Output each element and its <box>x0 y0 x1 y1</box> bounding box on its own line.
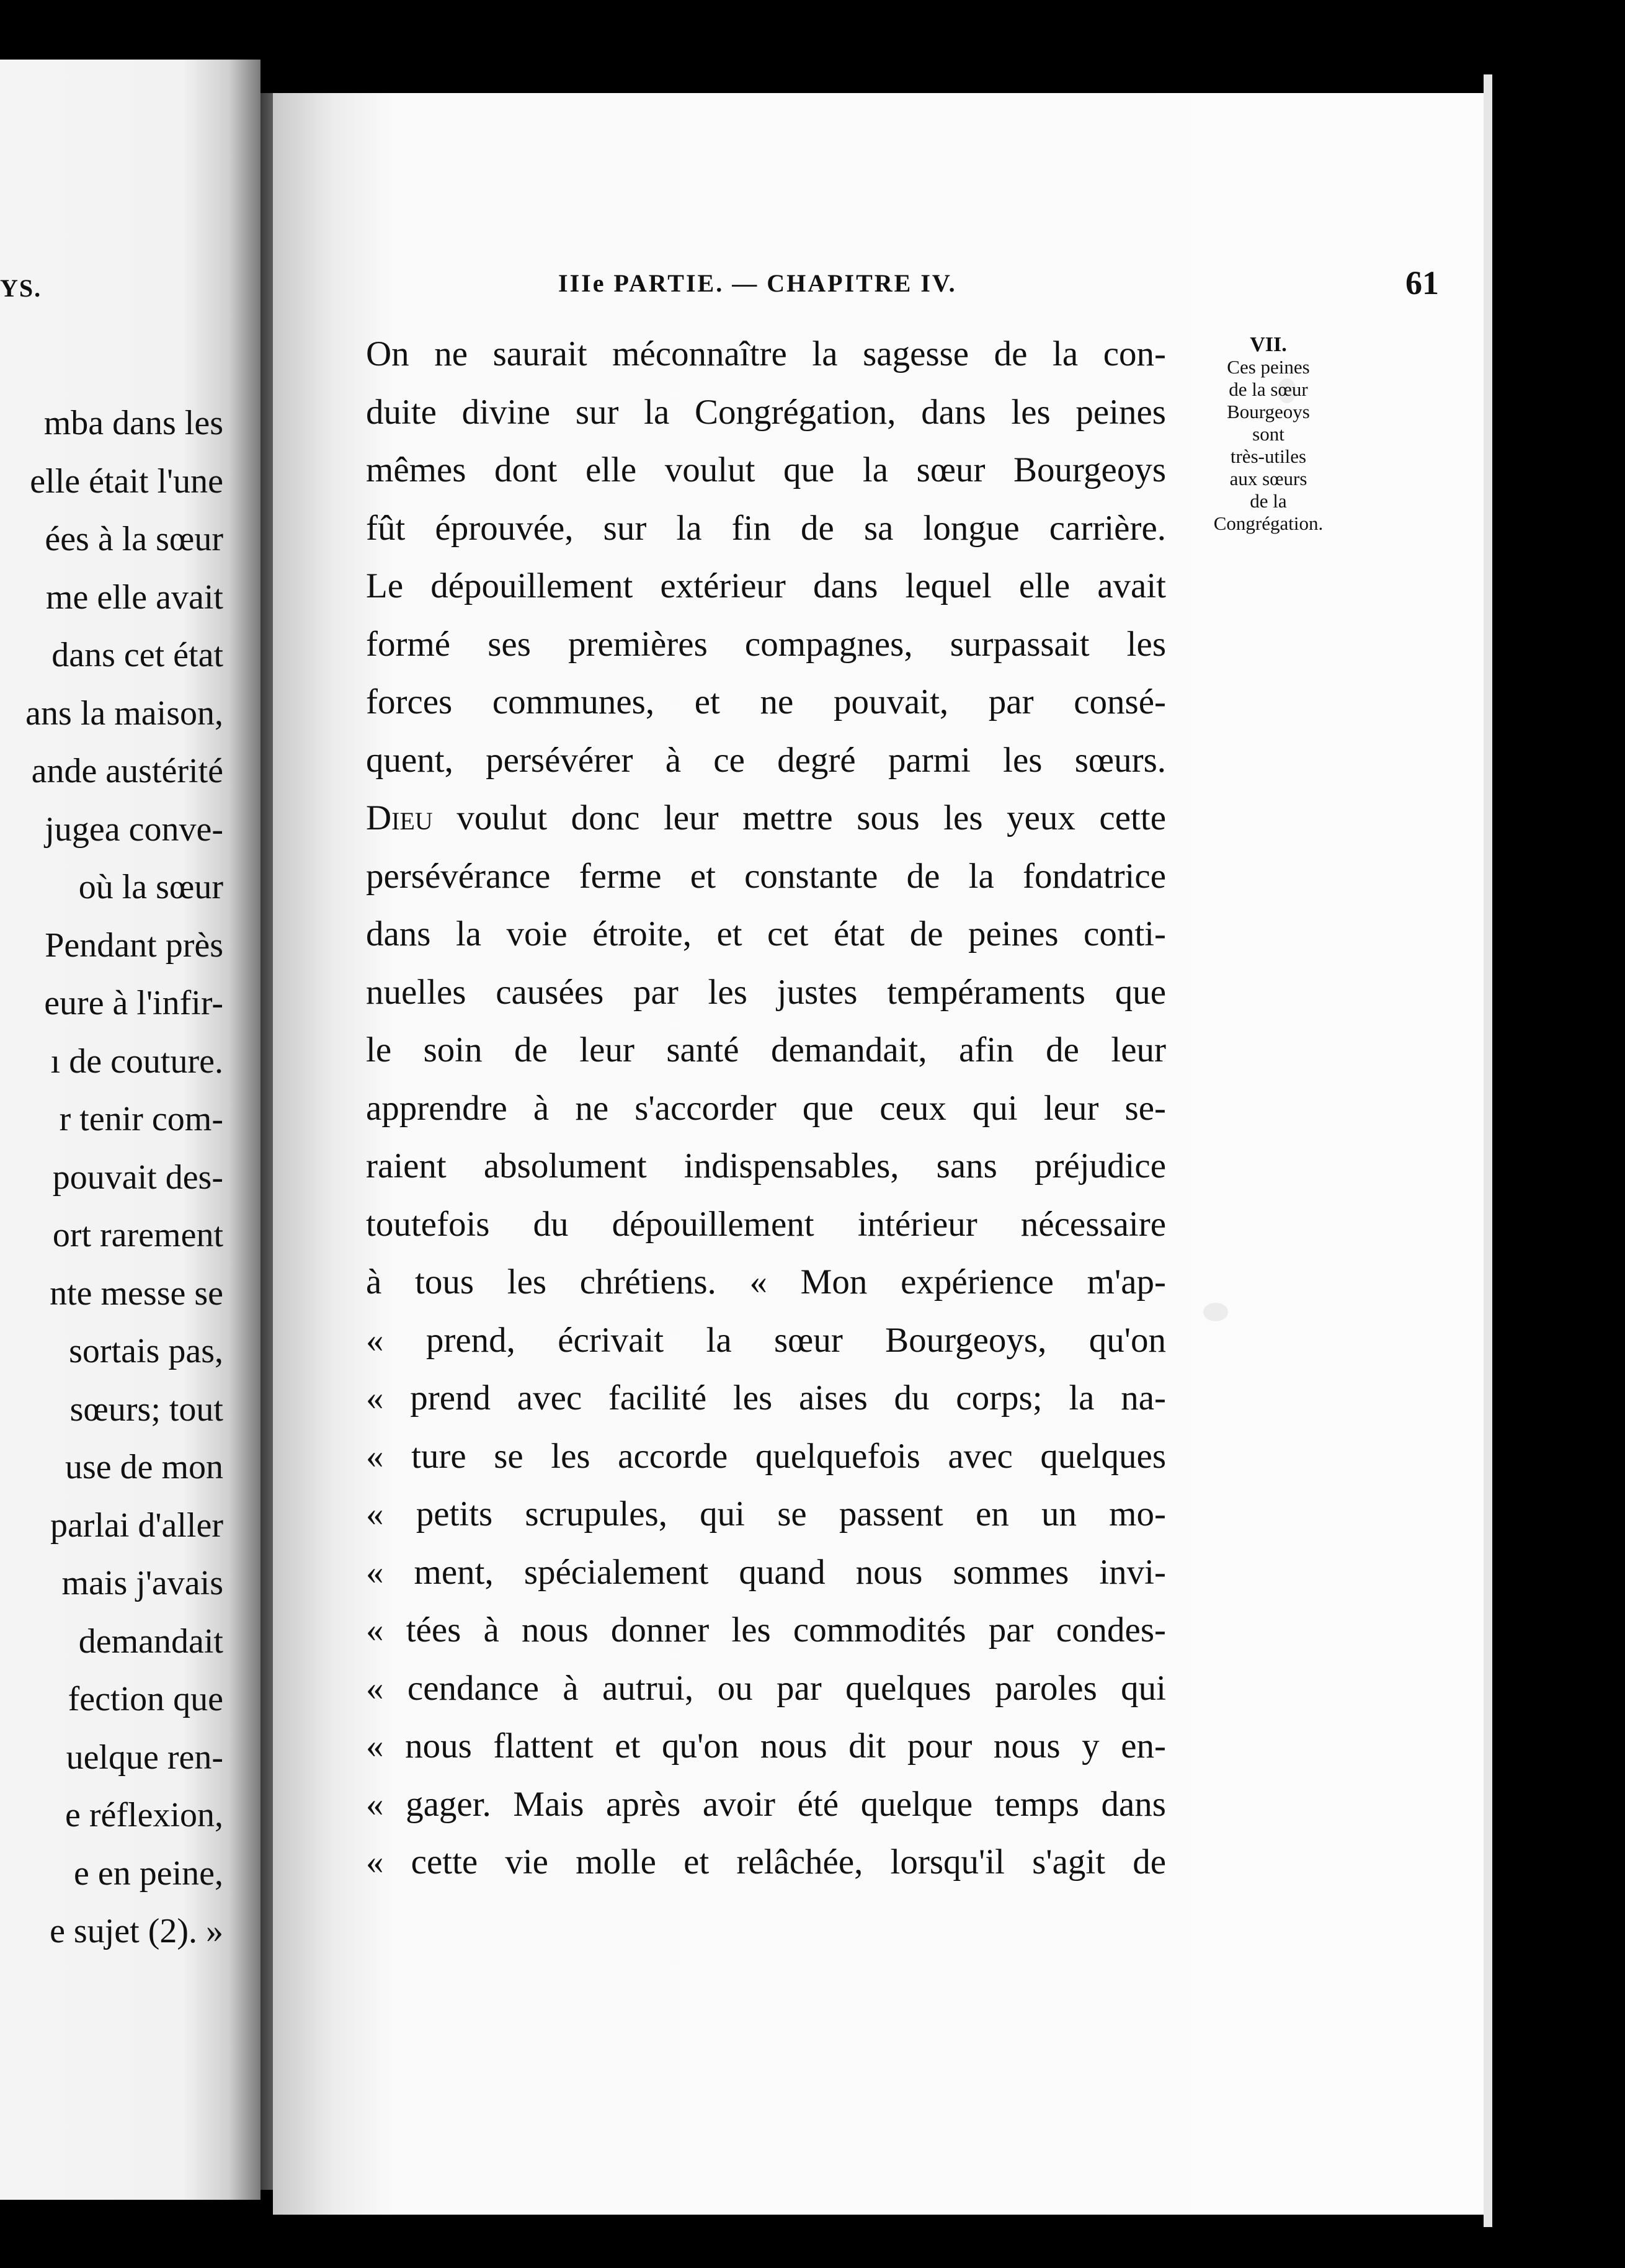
running-title: IIIe PARTIE. — CHAPITRE IV. <box>558 269 957 297</box>
text-line: forces communes, et ne pouvait, par consé- <box>366 682 1166 721</box>
text-line: « cette vie molle et relâchée, lorsqu'il s'agit de <box>366 1842 1166 1882</box>
text-line: r tenir com- <box>59 1100 223 1138</box>
margin-note-line: Bourgeoys <box>1227 401 1310 422</box>
text-line: ées à la sœur <box>45 520 223 558</box>
text-line: ort rarement <box>52 1216 223 1254</box>
text-line: e en peine, <box>74 1854 223 1893</box>
text-line: persévérance ferme et constante de la fondatrice <box>366 856 1166 896</box>
text-line: mais j'avais <box>61 1564 223 1602</box>
text-line: Le dépouillement extérieur dans lequel elle avait <box>366 566 1166 605</box>
text-line: ande austérité <box>31 752 223 790</box>
running-head <box>558 264 1439 306</box>
page-number: 61 <box>1405 264 1439 301</box>
body-text <box>366 325 1166 1891</box>
left-page-header: YS. <box>0 274 42 302</box>
text-line: toutefois du dépouillement intérieur nécessaire <box>366 1204 1166 1244</box>
text-line: eure à l'infir- <box>44 984 223 1022</box>
text-line: « gager. Mais après avoir été quelque temps dans <box>366 1784 1166 1824</box>
text-line: fût éprouvée, sur la fin de sa longue carrière. <box>366 508 1166 548</box>
text-line: formé ses premières compagnes, surpassait les <box>366 624 1166 664</box>
text-line: fection que <box>68 1680 223 1718</box>
text-line: raient absolument indispensables, sans préjudice <box>366 1146 1166 1185</box>
text-line: « nous flattent et qu'on nous dit pour nous y en- <box>366 1726 1166 1766</box>
text-line: e réflexion, <box>65 1796 223 1834</box>
text-line: « ture se les accorde quelquefois avec quelques <box>366 1436 1166 1476</box>
margin-note-line: aux sœurs <box>1229 468 1307 489</box>
text-line: « tées à nous donner les commodités par condes- <box>366 1610 1166 1650</box>
text-line: dans cet état <box>51 636 223 674</box>
text-line: mba dans les <box>43 404 223 442</box>
paper-stain <box>1203 1303 1228 1321</box>
text-line: me elle avait <box>45 578 223 617</box>
text-line: sortais pas, <box>69 1332 223 1370</box>
text-line: Pendant près <box>45 926 223 965</box>
text-line: nuelles causées par les justes tempéraments que <box>366 972 1166 1012</box>
text-line: On ne saurait méconnaître la sagesse de la con- <box>366 334 1166 373</box>
margin-note-lines <box>1157 356 1380 535</box>
text-line: ans la maison, <box>25 694 223 733</box>
text-line: dans la voie étroite, et cet état de peines conti- <box>366 914 1166 953</box>
text-line: « prend avec facilité les aises du corps; la na- <box>366 1378 1166 1418</box>
margin-note-line: de la <box>1250 490 1287 512</box>
text-line: le soin de leur santé demandait, afin de leur <box>366 1030 1166 1069</box>
text-line: « ment, spécialement quand nous sommes invi- <box>366 1552 1166 1592</box>
text-line: jugea conve- <box>45 810 223 849</box>
text-line: demandait <box>78 1622 223 1661</box>
margin-note-line: Congrégation. <box>1213 512 1324 534</box>
text-line: à tous les chrétiens. « Mon expérience m'ap- <box>366 1262 1166 1301</box>
text-line: « petits scrupules, qui se passent en un mo- <box>366 1494 1166 1534</box>
text-line: pouvait des- <box>52 1158 223 1197</box>
text-line: « prend, écrivait la sœur Bourgeoys, qu'on <box>366 1320 1166 1360</box>
right-page <box>273 93 1484 2215</box>
text-line: Dieu voulut donc leur mettre sous les yeux cette <box>366 798 1166 837</box>
page-edge <box>1484 74 1492 2227</box>
text-line: sœurs; tout <box>69 1390 223 1429</box>
margin-note-line: très-utiles <box>1230 445 1307 467</box>
text-line: use de mon <box>65 1448 223 1486</box>
left-page <box>0 60 260 2200</box>
text-line: où la sœur <box>78 868 223 906</box>
left-page-text <box>0 395 223 1961</box>
text-line: elle était l'une <box>30 462 223 501</box>
text-line: e sujet (2). » <box>50 1912 223 1950</box>
text-line: nte messe se <box>50 1274 223 1313</box>
text-line: apprendre à ne s'accorder que ceux qui leur se- <box>366 1088 1166 1128</box>
text-line: ı de couture. <box>50 1042 223 1081</box>
margin-note-line: de la sœur <box>1229 378 1308 400</box>
text-line: mêmes dont elle voulut que la sœur Bourgeoys <box>366 450 1166 489</box>
text-line: parlai d'aller <box>50 1506 223 1545</box>
text-line: uelque ren- <box>66 1738 223 1777</box>
margin-note-line: sont <box>1252 423 1284 445</box>
text-line: duite divine sur la Congrégation, dans les peines <box>366 392 1166 432</box>
margin-note <box>1157 334 1380 535</box>
text-line: quent, persévérer à ce degré parmi les sœurs. <box>366 740 1166 780</box>
margin-note-number: VII. <box>1250 333 1287 356</box>
margin-note-line: Ces peines <box>1227 356 1310 378</box>
text-line: « cendance à autrui, ou par quelques paroles qui <box>366 1668 1166 1708</box>
